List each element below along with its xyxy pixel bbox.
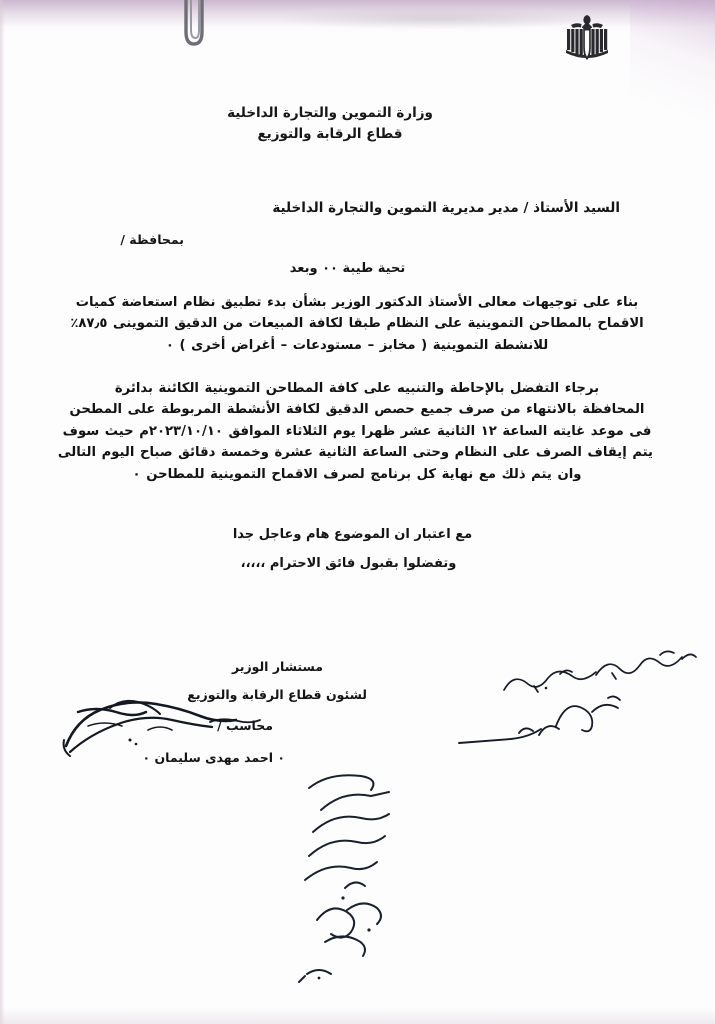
ministry-name: وزارة التموين والتجارة الداخلية xyxy=(227,105,433,121)
paragraph-1-line-2: الاقماح بالمطاحن التموينية على النظام طبقا لكافة المبيعات من الدقيق التموينى ٨٧٫٥٪ xyxy=(70,316,644,332)
sector-name: قطاع الرقابة والتوزيع xyxy=(257,125,403,142)
handwritten-note-4 xyxy=(455,715,565,755)
signatory-name: ٠ احمد مهدى سليمان ٠ xyxy=(142,750,285,765)
paragraph-2-line-2: المحافظة بالانتهاء من صرف جميع حصص الدقيق لكافة الأنشطة المربوطة على المطحن xyxy=(69,402,645,418)
paperclip xyxy=(178,0,210,50)
body-paragraph-1 xyxy=(61,292,653,356)
signatory-role: محاسب / xyxy=(217,718,273,733)
greeting-line: تحية طيبة ٠٠ وبعد xyxy=(289,261,406,276)
eagle-of-saladin-emblem xyxy=(561,14,613,64)
handwritten-diagonal-note xyxy=(285,770,460,995)
handwritten-note-1 xyxy=(590,645,700,693)
addressee-governorate: بمحافظة / xyxy=(120,232,184,247)
scan-smudge xyxy=(270,8,600,30)
paragraph-1-line-1: بناء على توجيهات معالى الأستاذ الدكتور الوزير بشأن بدء تطبيق نظام استعاضة كميات xyxy=(75,295,639,310)
scan-tint-right xyxy=(630,0,715,120)
signatory-title-line-2: لشئون قطاع الرقابة والتوزيع xyxy=(187,687,367,702)
closing-salutation: وتفضلوا بقبول فائق الاحترام ،،،،، xyxy=(240,556,457,571)
paragraph-2-line-5: وان يتم ذلك مع نهاية كل برنامج لصرف الاقماح التموينية للمطاحن ٠ xyxy=(132,466,582,482)
handwritten-note-2 xyxy=(500,662,600,702)
urgency-note: مع اعتبار ان الموضوع هام وعاجل جدا xyxy=(232,527,473,542)
paragraph-1-line-3: للانشطة التموينية ( مخابز – مستودعات – أغراض أخرى ) ٠ xyxy=(165,337,549,353)
body-paragraph-2 xyxy=(57,378,653,485)
signatory-title-line-1: مستشار الوزير xyxy=(231,659,323,674)
scan-edge-left xyxy=(0,0,5,1024)
paragraph-2-line-4: يتم إيقاف الصرف على النظام وحتى الساعة الثانية عشرة وخمسة دقائق صباح اليوم التالى xyxy=(57,445,653,461)
handwritten-note-3 xyxy=(548,692,628,734)
scan-edge-bottom xyxy=(0,1008,715,1024)
organisation-header xyxy=(0,103,660,145)
addressee-line: السيد الأستاذ / مدير مديرية التموين والتجارة الداخلية xyxy=(272,200,620,216)
paragraph-2-line-3: فى موعد غايته الساعة ١٢ الثانية عشر ظهرا يوم الثلاثاء الموافق ٢٠٢٣/١٠/١٠م حيث سوف xyxy=(62,423,652,439)
paragraph-2-line-1: برجاء التفضل بالإحاطة والتنبيه على كافة المطاحن التموينية الكائنة بدائرة xyxy=(114,381,600,396)
